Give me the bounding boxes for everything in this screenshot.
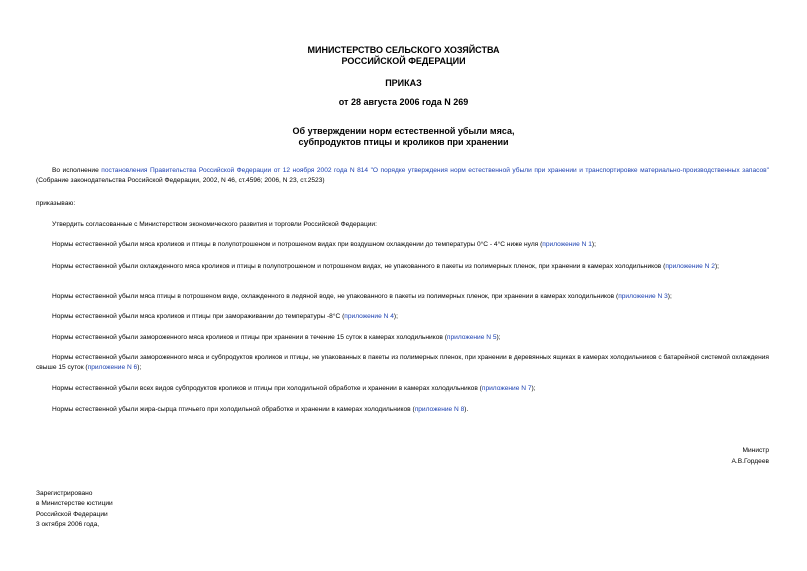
appendix-4-link[interactable]: приложение N 4 xyxy=(344,313,394,320)
document-type: ПРИКАЗ xyxy=(385,78,422,88)
item-end: ); xyxy=(496,334,501,341)
item-text: Нормы естественной убыли мяса кроликов и птицы при замораживании до температуры -8°С ( xyxy=(52,313,345,320)
preamble-paragraph xyxy=(36,166,769,186)
item-end: ). xyxy=(464,406,469,413)
document-title-line1: Об утверждении норм естественной убыли мяса, xyxy=(292,126,515,136)
list-item xyxy=(36,333,769,343)
appendix-2-link[interactable]: приложение N 2 xyxy=(665,263,715,270)
item-text: Нормы естественной убыли жира-сырца птичьего при холодильной обработке и хранении в камерах холодильников ( xyxy=(52,406,415,413)
list-item xyxy=(36,262,769,272)
item-end: ); xyxy=(714,263,719,270)
registration-line3: Российской Федерации xyxy=(36,511,108,518)
list-item xyxy=(36,353,769,373)
item-end: ); xyxy=(137,364,142,371)
approve-intro: Утвердить согласованные с Министерством экономического развития и торговли Российской Федерации: xyxy=(52,221,377,228)
signature-name: А.В.Гордеев xyxy=(731,458,769,465)
registration-line2: в Министерстве юстиции xyxy=(36,500,113,507)
list-item xyxy=(36,405,769,415)
appendix-6-link[interactable]: приложение N 6 xyxy=(87,364,138,371)
order-word: приказываю: xyxy=(36,200,76,207)
item-text: Нормы естественной убыли всех видов субпродуктов кроликов и птицы при холодильной обработке и хранении в камерах холодильников ( xyxy=(52,385,482,392)
ministry-name-line2: РОССИЙСКОЙ ФЕДЕРАЦИИ xyxy=(341,56,466,66)
item-text: Нормы естественной убыли мяса кроликов и птицы в полупотрошеном и потрошеном видах при воздушном охлаждении до температуры 0°С - 4°С ниже нуля ( xyxy=(52,241,543,248)
appendix-8-link[interactable]: приложение N 8 xyxy=(414,406,465,413)
government-decree-link[interactable]: постановления Правительства Российской Федерации от 12 ноября 2002 года N 814 "О порядке утверждения норм естественной убыли при хранении и транспортировке материально-производственных запасов" xyxy=(101,167,769,174)
document-date-number: от 28 августа 2006 года N 269 xyxy=(338,97,469,107)
document-title-line2: субпродуктов птицы и кроликов при хранении xyxy=(298,137,509,147)
appendix-1-link[interactable]: приложение N 1 xyxy=(542,241,592,248)
registration-line4: 3 октября 2006 года, xyxy=(36,521,100,528)
appendix-5-link[interactable]: приложение N 5 xyxy=(446,334,497,341)
item-end: ); xyxy=(393,313,398,320)
item-end: ); xyxy=(531,385,536,392)
signature-title: Министр xyxy=(742,447,769,454)
list-item xyxy=(36,384,769,394)
list-item xyxy=(36,240,769,250)
appendix-3-link[interactable]: приложение N 3 xyxy=(618,293,668,300)
item-text: Нормы естественной убыли мяса птицы в потрошеном виде, охлажденного в ледяной воде, не упакованного в пакеты из полимерных пленок, при хранении в камерах холодильников ( xyxy=(52,293,619,300)
item-end: ); xyxy=(591,241,596,248)
registration-line1: Зарегистрировано xyxy=(36,490,93,497)
preamble-intro: Во исполнение xyxy=(52,167,102,174)
ministry-name-line1: МИНИСТЕРСТВО СЕЛЬСКОГО ХОЗЯЙСТВА xyxy=(307,45,500,55)
item-text: Нормы естественной убыли охлажденного мяса кроликов и птицы в полупотрошеном и потрошеном видах, не упакованного в пакеты из полимерных пленок, при хранении в камерах холодильников ( xyxy=(52,263,666,270)
list-item xyxy=(36,312,769,322)
item-end: ); xyxy=(667,293,672,300)
item-text: Нормы естественной убыли замороженного мяса и субпродуктов кроликов и птицы, не упакованных в пакеты из полимерных пленок, при хранении в деревянных ящиках в камерах холодильников с батарейной системой охлаждения свыше 15 суток ( xyxy=(36,354,769,371)
preamble-tail: (Собрание законодательства Российской Федерации, 2002, N 46, ст.4596; 2006, N 23, ст.2523) xyxy=(36,177,325,184)
item-text: Нормы естественной убыли замороженного мяса кроликов и птицы при хранении в течение 15 суток в камерах холодильников ( xyxy=(52,334,447,341)
appendix-7-link[interactable]: приложение N 7 xyxy=(481,385,532,392)
list-item xyxy=(36,292,769,302)
